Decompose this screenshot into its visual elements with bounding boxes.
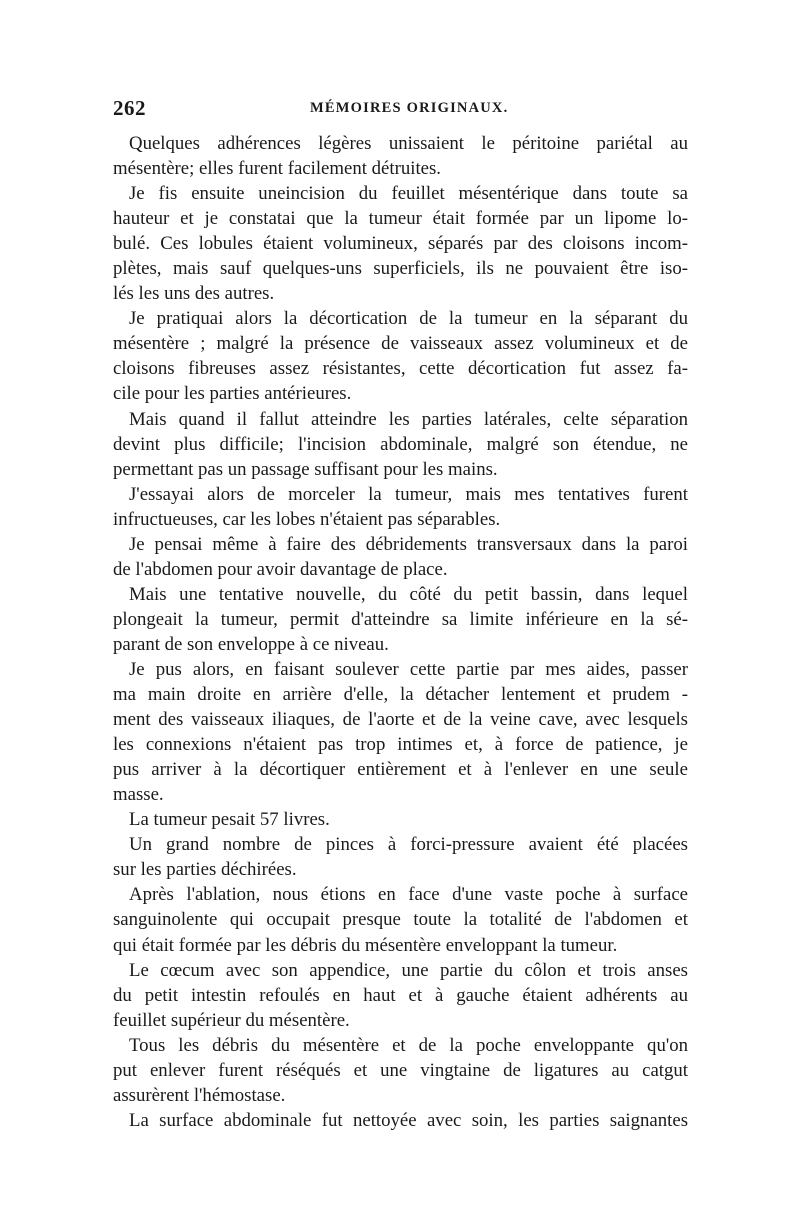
running-title: MÉMOIRES ORIGINAUX. [310, 100, 509, 116]
text-line: Mais une tentative nouvelle, du côté du petit bassin, dans lequel [129, 583, 688, 605]
text-line: sanguinolente qui occupait presque toute la totalité de l'abdomen et [113, 909, 688, 931]
text-line: Je pus alors, en faisant soulever cette partie par mes aides, passer [129, 658, 688, 680]
text-line: permettant pas un passage suffisant pour les mains. [113, 458, 498, 480]
text-line: Je pensai même à faire des débridements transversaux dans la paroi [129, 533, 688, 555]
text-line: devint plus difficile; l'incision abdominale, malgré son étendue, ne [113, 433, 688, 455]
page-header [113, 96, 693, 126]
text-line: plongeait la tumeur, permit d'atteindre sa limite inférieure en la sé- [113, 608, 688, 630]
text-line: cile pour les parties antérieures. [113, 383, 352, 405]
text-line: Après l'ablation, nous étions en face d'une vaste poche à surface [129, 884, 688, 906]
text-line: La surface abdominale fut nettoyée avec soin, les parties saignantes [129, 1109, 688, 1131]
body-text [113, 131, 688, 1133]
text-line: les connexions n'étaient pas trop intimes et, à force de patience, je [113, 734, 688, 756]
text-line: assurèrent l'hémostase. [113, 1084, 286, 1106]
text-line: Le cœcum avec son appendice, une partie du côlon et trois anses [129, 959, 688, 981]
text-line: La tumeur pesait 57 livres. [129, 809, 330, 831]
text-line: parant de son enveloppe à ce niveau. [113, 633, 389, 655]
text-line: lés les uns des autres. [113, 283, 275, 305]
text-line: Je pratiquai alors la décortication de la tumeur en la séparant du [129, 308, 688, 330]
text-line: mésentère ; malgré la présence de vaisseaux assez volumineux et de [113, 333, 688, 355]
text-line: sur les parties déchirées. [113, 859, 297, 881]
text-line: Quelques adhérences légères unissaient le péritoine pariétal au [129, 133, 688, 154]
text-line: Tous les débris du mésentère et de la poche enveloppante qu'on [129, 1034, 688, 1056]
text-line: ma main droite en arrière d'elle, la détacher lentement et prudem - [113, 684, 688, 706]
text-line: ment des vaisseaux iliaques, de l'aorte et de la veine cave, avec lesquels [113, 709, 688, 731]
text-line: hauteur et je constatai que la tumeur était formée par un lipome lo- [113, 208, 688, 230]
text-line: infructueuses, car les lobes n'étaient pas séparables. [113, 508, 501, 530]
text-line: Mais quand il fallut atteindre les parties latérales, celte séparation [129, 408, 688, 430]
text-line: Je fis ensuite uneincision du feuillet mésentérique dans toute sa [129, 183, 688, 205]
text-line: masse. [113, 784, 164, 806]
text-line: qui était formée par les débris du mésentère enveloppant la tumeur. [113, 934, 618, 956]
page-number: 262 [113, 96, 146, 120]
text-line: cloisons fibreuses assez résistantes, cette décortication fut assez fa- [113, 358, 688, 380]
text-line: J'essayai alors de morceler la tumeur, mais mes tentatives furent [129, 483, 688, 505]
text-line: mésentère; elles furent facilement détruites. [113, 158, 442, 180]
text-line: du petit intestin refoulés en haut et à gauche étaient adhérents au [113, 984, 688, 1006]
text-line: bulé. Ces lobules étaient volumineux, séparés par des cloisons incom- [113, 233, 688, 255]
text-line: plètes, mais sauf quelques-uns superficiels, ils ne pouvaient être iso- [113, 258, 688, 280]
text-line: put enlever furent réséqués et une vingtaine de ligatures au catgut [113, 1059, 688, 1081]
text-line: de l'abdomen pour avoir davantage de place. [113, 558, 448, 580]
text-line: pus arriver à la décortiquer entièrement et à l'enlever en une seule [113, 759, 688, 781]
text-line: Un grand nombre de pinces à forci-pressure avaient été placées [129, 834, 688, 856]
text-line: feuillet supérieur du mésentère. [113, 1009, 350, 1031]
